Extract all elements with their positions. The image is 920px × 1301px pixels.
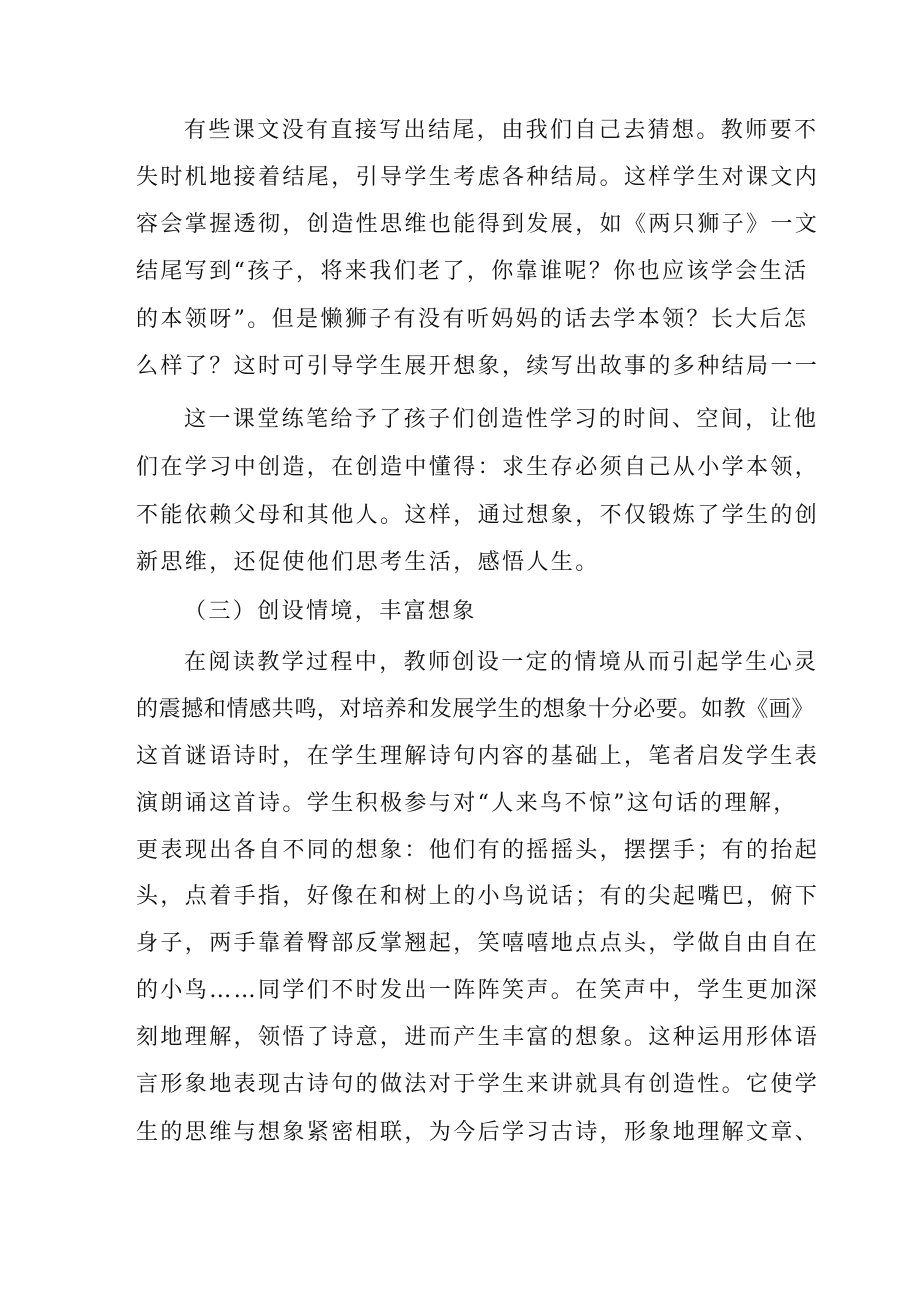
paragraph-3-line-11: 生的思维与想象紧密相联，为今后学习古诗，形象地理解文章、 xyxy=(136,1120,820,1145)
paragraph-2-line-4: 新思维，还促使他们思考生活，感悟人生。 xyxy=(136,550,600,575)
paragraph-3-line-5: 更表现出各自不同的想象：他们有的摇摇头，摆摆手；有的抬起 xyxy=(136,838,820,863)
paragraph-1-line-2: 失时机地接着结尾，引导学生考虑各种结局。这样学生对课文内 xyxy=(136,165,820,190)
paragraph-3-line-9: 刻地理解，领悟了诗意，进而产生丰富的想象。这种运用形体语 xyxy=(136,1025,820,1050)
section-heading: （三）创设情境，丰富想象 xyxy=(184,599,477,624)
paragraph-1-line-4: 结尾写到“孩子，将来我们老了，你靠谁呢？你也应该学会生活 xyxy=(136,259,809,284)
paragraph-3-line-3: 这首谜语诗时，在学生理解诗句内容的基础上，笔者启发学生表 xyxy=(136,744,820,769)
paragraph-3-line-2: 的震撼和情感共鸣，对培养和发展学生的想象十分必要。如教《画》 xyxy=(136,697,815,722)
paragraph-3-line-1: 在阅读教学过程中，教师创设一定的情境从而引起学生心灵 xyxy=(184,650,819,675)
paragraph-3-line-7: 身子，两手靠着臀部反掌翘起，笑嘻嘻地点点头，学做自由自在 xyxy=(136,931,820,956)
paragraph-2-line-1: 这一课堂练笔给予了孩子们创造性学习的时间、空间，让他 xyxy=(184,407,819,432)
paragraph-3-line-4: 演朗诵这首诗。学生积极参与对“人来鸟不惊”这句话的理解， xyxy=(136,791,798,816)
paragraph-1-line-6: 么样了？这时可引导学生展开想象，续写出故事的多种结局一一 xyxy=(136,354,820,379)
paragraph-3-line-10: 言形象地表现古诗句的做法对于学生来讲就具有创造性。它使学 xyxy=(136,1072,820,1097)
paragraph-1-line-1: 有些课文没有直接写出结尾，由我们自己去猜想。教师要不 xyxy=(184,118,819,143)
paragraph-1-line-5: 的本领呀”。但是懒狮子有没有听妈妈的话去学本领？长大后怎 xyxy=(136,307,809,332)
paragraph-2-line-3: 不能依赖父母和其他人。这样，通过想象，不仅锻炼了学生的创 xyxy=(136,503,820,528)
paragraph-1-line-3: 容会掌握透彻，创造性思维也能得到发展，如《两只狮子》一文 xyxy=(136,212,820,237)
paragraph-3-line-8: 的小鸟……同学们不时发出一阵阵笑声。在笑声中，学生更加深 xyxy=(136,978,820,1003)
paragraph-3-line-6: 头，点着手指，好像在和树上的小鸟说话；有的尖起嘴巴，俯下 xyxy=(136,884,820,909)
paragraph-2-line-2: 们在学习中创造，在创造中懂得：求生存必须自己从小学本领， xyxy=(136,455,820,480)
